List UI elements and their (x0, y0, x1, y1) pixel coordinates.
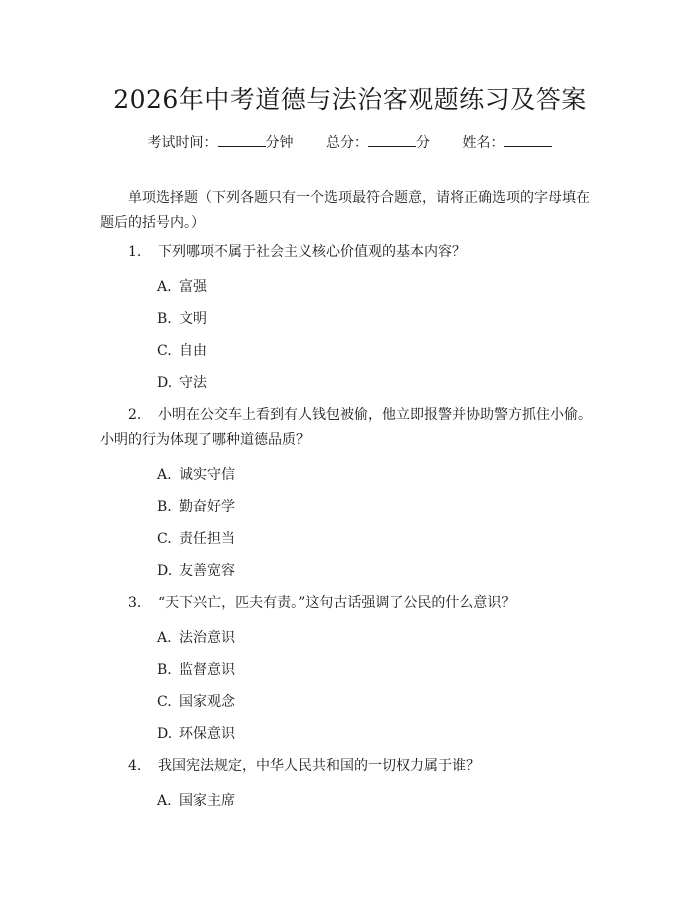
option-text: 法治意识 (179, 630, 235, 646)
question-3 (100, 591, 602, 744)
option-letter: B. (157, 662, 172, 678)
question-stem (100, 403, 602, 453)
question-number: 2. (128, 407, 142, 423)
exam-time-unit: 分钟 (265, 135, 294, 151)
exam-time-label: 考试时间： (147, 135, 218, 151)
total-score-unit: 分 (416, 135, 430, 151)
option-c[interactable] (100, 529, 602, 549)
option-text: 国家观念 (179, 694, 235, 710)
question-text: 我国宪法规定，中华人民共和国的一切权力属于谁？ (158, 758, 480, 774)
option-d[interactable] (100, 373, 602, 393)
option-c[interactable] (100, 692, 602, 712)
exam-time-field (148, 132, 294, 152)
option-letter: B. (157, 311, 172, 327)
exam-time-blank[interactable] (218, 134, 266, 147)
question-text: 小明在公交车上看到有人钱包被偷，他立即报警并协助警方抓住小偷。小明的行为体现了哪种道德品质？ (100, 407, 592, 448)
option-b[interactable] (100, 497, 602, 517)
option-letter: A. (157, 279, 172, 295)
option-letter: C. (157, 343, 172, 359)
student-name-label: 姓名： (462, 135, 505, 151)
total-score-blank[interactable] (368, 134, 416, 147)
option-text: 文明 (179, 311, 207, 327)
question-stem (100, 240, 602, 265)
option-text: 监督意识 (179, 662, 235, 678)
option-a[interactable] (100, 277, 602, 297)
question-text: “天下兴亡，匹夫有责。”这句古话强调了公民的什么意识？ (158, 595, 516, 611)
question-stem (100, 591, 602, 616)
option-text: 自由 (179, 343, 207, 359)
option-d[interactable] (100, 724, 602, 744)
option-text: 富强 (179, 279, 207, 295)
option-text: 责任担当 (179, 531, 235, 547)
option-letter: A. (157, 793, 172, 809)
option-letter: C. (157, 694, 172, 710)
question-text: 下列哪项不属于社会主义核心价值观的基本内容？ (158, 244, 466, 260)
question-1 (100, 240, 602, 393)
section-instructions: 单项选择题（下列各题只有一个选项最符合题意，请将正确选项的字母填在题后的括号内。） (100, 190, 590, 231)
question-number: 1. (128, 244, 142, 260)
option-a[interactable] (100, 791, 602, 811)
document-title: 2026年中考道德与法治客观题练习及答案 (113, 85, 587, 114)
option-text: 诚实守信 (179, 467, 235, 483)
option-text: 守法 (179, 375, 207, 391)
option-b[interactable] (100, 660, 602, 680)
question-2 (100, 403, 602, 581)
question-stem (100, 754, 602, 779)
total-score-field (326, 132, 430, 152)
option-letter: C. (157, 531, 172, 547)
option-d[interactable] (100, 561, 602, 581)
option-text: 国家主席 (179, 793, 235, 809)
option-text: 勤奋好学 (179, 499, 235, 515)
option-letter: A. (157, 630, 172, 646)
option-c[interactable] (100, 341, 602, 361)
question-number: 4. (128, 758, 142, 774)
total-score-label: 总分： (326, 135, 368, 151)
option-text: 环保意识 (179, 726, 235, 742)
question-number: 3. (128, 595, 142, 611)
option-a[interactable] (100, 628, 602, 648)
option-letter: D. (157, 563, 173, 579)
option-b[interactable] (100, 309, 602, 329)
option-letter: A. (157, 467, 172, 483)
question-list (100, 240, 602, 821)
option-letter: D. (157, 375, 173, 391)
option-text: 友善宽容 (179, 563, 235, 579)
student-name-field (462, 132, 552, 152)
option-a[interactable] (100, 465, 602, 485)
option-letter: D. (157, 726, 173, 742)
student-name-blank[interactable] (504, 134, 552, 147)
option-letter: B. (157, 499, 172, 515)
question-4 (100, 754, 602, 811)
exam-meta (0, 132, 700, 152)
